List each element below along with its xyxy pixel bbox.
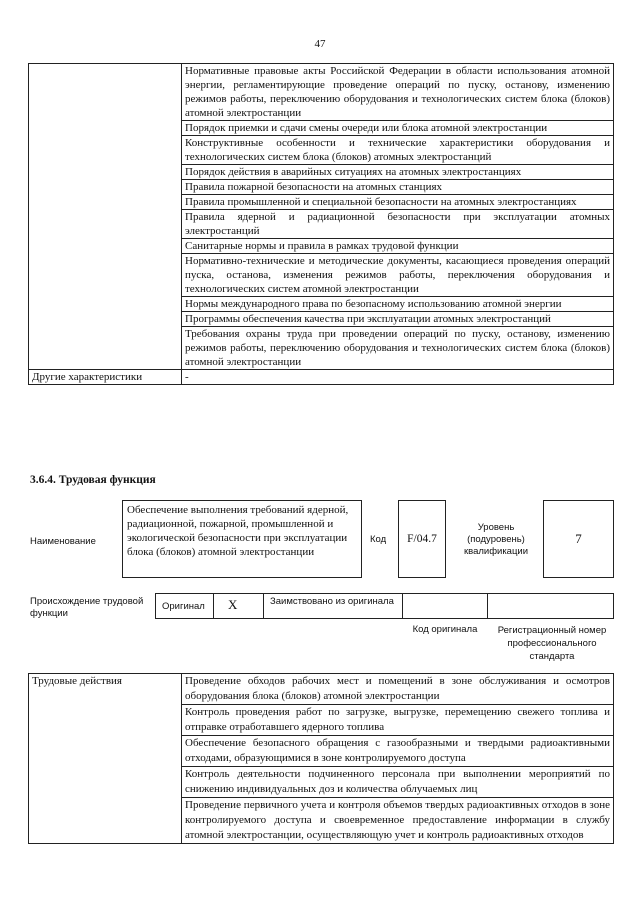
page-number: 47 bbox=[314, 38, 326, 50]
borrowed-label: Заимствовано из оригинала bbox=[270, 596, 394, 607]
table-cell: Порядок приемки и сдачи смены очереди или блока атомной электростанции bbox=[182, 121, 614, 136]
table-cell: Нормативно-технические и методические документы, касающиеся проведения операций пуска, останова, изменения режимов работы, переключения оборудования и технологических систем атомной электростанции bbox=[182, 254, 614, 297]
code-label: Код bbox=[370, 534, 387, 545]
original-mark: X bbox=[228, 597, 238, 612]
other-characteristics-value: - bbox=[182, 370, 614, 385]
table-cell: Нормы международного права по безопасному использованию атомной энергии bbox=[182, 297, 614, 312]
table-cell: Проведение первичного учета и контроля объемов твердых радиоактивных отходов в зоне контролируемого доступа и своевременное предоставление информации в службу атомной электростанции, осуществляющую учет и контроль радиоактивных отходов bbox=[182, 798, 614, 844]
qualification-level-label: Уровень (подуровень) квалификации bbox=[463, 522, 529, 557]
knowledge-table bbox=[28, 63, 614, 385]
section-title: 3.6.4. Трудовая функция bbox=[30, 474, 156, 486]
origin-row bbox=[155, 593, 614, 619]
table-cell: Требования охраны труда при проведении операций по пуску, останову, изменению режимов работы, переключению оборудования и технологических систем блока (блоков) атомной электростанции bbox=[182, 327, 614, 370]
table-row bbox=[29, 370, 614, 385]
work-actions-label: Трудовые действия bbox=[29, 674, 182, 844]
table-cell: Правила пожарной безопасности на атомных станциях bbox=[182, 180, 614, 195]
work-actions-table bbox=[28, 673, 614, 844]
table-row bbox=[29, 64, 614, 121]
table-cell: Контроль проведения работ по загрузке, выгрузке, перемещению свежего топлива и отправке отработавшего ядерного топлива bbox=[182, 705, 614, 736]
code-original-caption: Код оригинала bbox=[412, 624, 478, 635]
table-row bbox=[29, 674, 614, 705]
table-cell: Обеспечение безопасного обращения с газообразными и твердыми радиоактивными отходами, образующимися в зоне контролируемого доступа bbox=[182, 736, 614, 767]
table-cell: Контроль деятельности подчиненного персонала при выполнении мероприятий по снижению индивидуальных доз и количества облучаемых лиц bbox=[182, 767, 614, 798]
other-characteristics-label: Другие характеристики bbox=[29, 370, 182, 385]
code-original-cell bbox=[403, 594, 488, 618]
table-cell: Санитарные нормы и правила в рамках трудовой функции bbox=[182, 239, 614, 254]
code-value-box: F/04.7 bbox=[398, 500, 446, 578]
origin-label: Происхождение трудовой функции bbox=[30, 596, 144, 619]
empty-label-cell bbox=[29, 64, 182, 370]
table-cell: Порядок действия в аварийных ситуациях на атомных электростанциях bbox=[182, 165, 614, 180]
original-mark-cell bbox=[214, 594, 264, 618]
name-value-box: Обеспечение выполнения требований ядерной, радиационной, пожарной, промышленной и экологической безопасности при эксплуатации блока (блоков) атомной электростанции bbox=[122, 500, 362, 578]
qualification-level-box: 7 bbox=[543, 500, 614, 578]
name-label: Наименование bbox=[30, 536, 96, 547]
original-cell bbox=[156, 594, 214, 618]
table-cell: Правила промышленной и специальной безопасности на атомных электростанциях bbox=[182, 195, 614, 210]
reg-number-cell bbox=[488, 594, 613, 618]
table-cell: Нормативные правовые акты Российской Федерации в области использования атомной энергии, регламентирующие проведение операций по пуску, останову, изменению режимов работы, переключению оборудования и технологических систем блока (блоков) атомной электростанции bbox=[182, 64, 614, 121]
original-label: Оригинал bbox=[162, 601, 205, 612]
table-cell: Проведение обходов рабочих мест и помещений в зоне обслуживания и осмотров оборудования блока (блоков) атомной электростанции bbox=[182, 674, 614, 705]
table-cell: Правила ядерной и радиационной безопасности при эксплуатации атомных электростанций bbox=[182, 210, 614, 239]
reg-number-caption: Регистрационный номер профессионального стандарта bbox=[497, 625, 607, 662]
table-cell: Программы обеспечения качества при эксплуатации атомных электростанций bbox=[182, 312, 614, 327]
borrowed-cell bbox=[264, 594, 403, 618]
table-cell: Конструктивные особенности и технические характеристики оборудования и технологических систем блока (блоков) атомных электростанций bbox=[182, 136, 614, 165]
